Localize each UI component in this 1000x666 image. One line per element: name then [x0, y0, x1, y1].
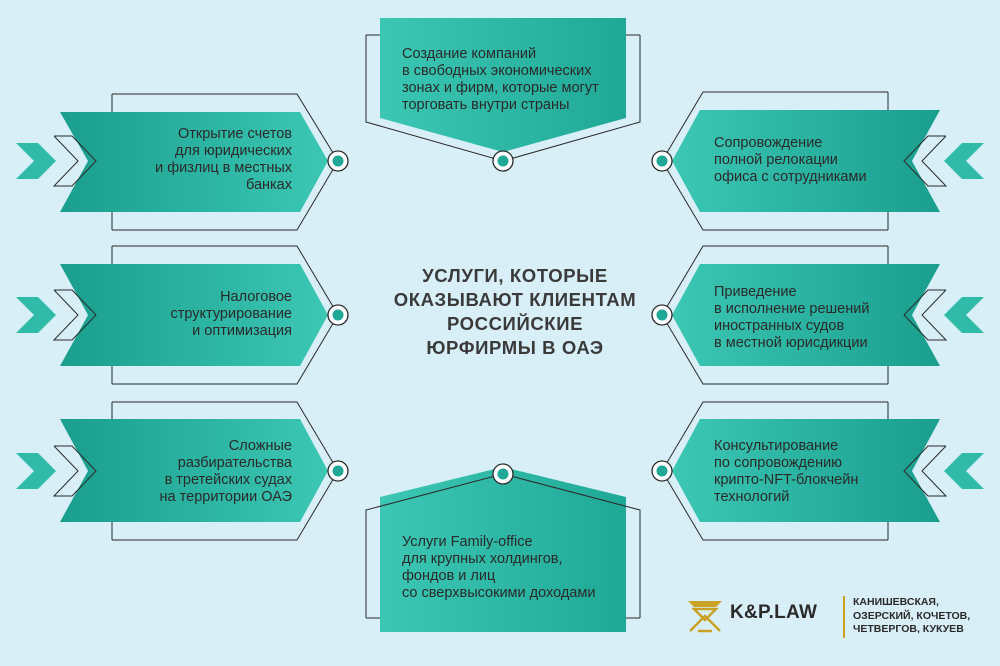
- title-line: УСЛУГИ, КОТОРЫЕ: [422, 265, 608, 286]
- text-line: для юридических: [175, 143, 292, 159]
- text-line: банках: [245, 177, 292, 193]
- text-line: офиса с сотрудниками: [714, 169, 867, 185]
- text-line: Создание компаний: [402, 46, 537, 62]
- partners-line: КАНИШЕВСКАЯ,: [853, 596, 939, 608]
- text-line: зонах и фирм, которые могут: [402, 80, 599, 96]
- text-line: фондов и лиц: [402, 568, 496, 584]
- service-right-2-text: [714, 284, 869, 352]
- text-line: полной релокации: [714, 152, 838, 168]
- company-logo: [686, 596, 986, 646]
- text-line: Консультирование: [714, 438, 839, 454]
- service-left-3-text: [110, 438, 292, 506]
- text-line: иностранных судов: [714, 318, 845, 334]
- text-line: разбирательства: [177, 455, 292, 471]
- text-line: Услуги Family-office: [402, 534, 533, 550]
- logo-partners: [853, 596, 970, 637]
- text-line: для крупных холдингов,: [402, 551, 563, 567]
- logo-name: K&P.LAW: [730, 602, 818, 623]
- text-line: Приведение: [714, 284, 797, 300]
- text-line: технологий: [714, 489, 790, 505]
- text-line: и оптимизация: [192, 323, 292, 339]
- text-line: Сложные: [228, 438, 292, 454]
- text-line: по сопровождению: [714, 455, 843, 471]
- title-line: ЮРФИРМЫ В ОАЭ: [426, 337, 604, 358]
- text-line: в исполнение решений: [714, 301, 870, 317]
- service-bottom-text: [402, 534, 595, 602]
- text-line: на территории ОАЭ: [159, 489, 292, 505]
- text-line: со сверхвысокими доходами: [402, 585, 596, 601]
- kp-law-logo-icon: [686, 598, 724, 634]
- service-left-2-text: [110, 289, 292, 340]
- title-line: РОССИЙСКИЕ: [446, 313, 584, 334]
- text-line: структурирование: [170, 306, 292, 322]
- text-line: Налоговое: [220, 289, 292, 305]
- service-left-1-text: [110, 126, 292, 194]
- text-line: торговать внутри страны: [402, 97, 570, 113]
- text-line: в местной юрисдикции: [714, 335, 868, 351]
- diagram-title: [380, 264, 650, 360]
- text-line: Открытие счетов: [177, 126, 292, 142]
- text-line: крипто-NFT-блокчейн: [714, 472, 859, 488]
- partners-line: ОЗЕРСКИЙ, КОЧЕТОВ,: [853, 609, 971, 622]
- title-line: ОКАЗЫВАЮТ КЛИЕНТАМ: [393, 289, 637, 310]
- text-line: в третейских судах: [164, 472, 292, 488]
- service-right-1-text: [714, 135, 867, 186]
- logo-divider: [843, 596, 845, 638]
- service-top-text: [402, 46, 599, 114]
- partners-line: ЧЕТВЕРГОВ, КУКУЕВ: [853, 623, 964, 635]
- text-line: в свободных экономических: [402, 63, 592, 79]
- service-right-3-text: [714, 438, 858, 506]
- text-line: Сопровождение: [714, 135, 823, 151]
- text-line: и физлиц в местных: [155, 160, 292, 176]
